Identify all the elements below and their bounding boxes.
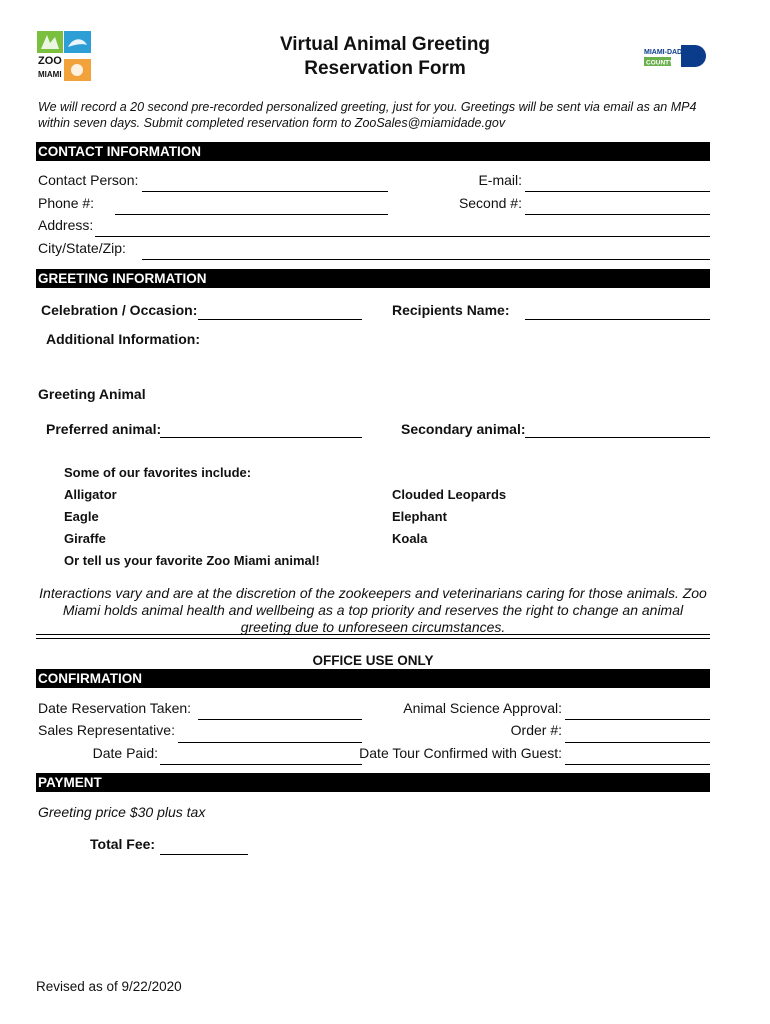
contact-section-header: CONTACT INFORMATION (36, 142, 710, 161)
zoo-logo-word: ZOO (38, 55, 62, 67)
phone-input[interactable] (115, 198, 388, 215)
city-state-zip-label: City/State/Zip: (38, 240, 126, 256)
preferred-animal-label: Preferred animal: (46, 421, 162, 437)
county-logo-sub: COUNTY (646, 59, 674, 67)
address-label: Address: (38, 217, 94, 233)
office-use-label: OFFICE USE ONLY (312, 653, 434, 668)
date-taken-input[interactable] (198, 703, 362, 720)
intro-text: We will record a 20 second pre-recorded personalized greeting, just for you. Greetings will be sent via email as an MP4 within seven days. Submit completed reservation form to ZooSales@miamidade.gov (38, 100, 697, 130)
secondary-animal-input[interactable] (525, 421, 710, 438)
miami-logo-word: MIAMI (38, 70, 62, 79)
sales-rep-input[interactable] (178, 726, 362, 743)
email-label: E-mail: (478, 172, 522, 188)
contact-person-label: Contact Person: (38, 172, 139, 188)
revision-date: Revised as of 9/22/2020 (36, 979, 182, 994)
additional-info-input[interactable] (200, 329, 714, 373)
disclaimer-text: Interactions vary and are at the discretion of the zookeepers and veterinarians caring for those animals. Zoo Miami holds animal health and wellbeing as a top priority and reserves the right to change an animal greeting due to unforeseen circumstances. (39, 585, 707, 635)
favorite-animal: Eagle (64, 509, 99, 524)
occasion-label: Celebration / Occasion: (41, 302, 198, 318)
favorites-intro: Some of our favorites include: (64, 465, 252, 480)
favorite-animal: Alligator (64, 487, 117, 502)
order-number-input[interactable] (565, 726, 710, 743)
city-state-zip-input[interactable] (142, 243, 710, 260)
animal-science-approval-label: Animal Science Approval: (403, 700, 562, 716)
favorite-animal: Elephant (392, 509, 447, 524)
payment-section-header: PAYMENT (36, 773, 710, 792)
tour-confirmed-label: Date Tour Confirmed with Guest: (359, 745, 562, 761)
tour-confirmed-input[interactable] (565, 748, 710, 765)
sales-rep-label: Sales Representative: (38, 722, 175, 738)
greeting-section-header: GREETING INFORMATION (36, 269, 710, 288)
second-phone-label: Second #: (458, 195, 522, 211)
divider-rule (36, 634, 710, 635)
favorites-outro: Or tell us your favorite Zoo Miami animal! (64, 553, 320, 568)
date-taken-label: Date Reservation Taken: (38, 700, 192, 716)
greeting-price-text: Greeting price $30 plus tax (38, 804, 206, 820)
greeting-animal-heading: Greeting Animal (38, 386, 146, 402)
favorite-animal: Clouded Leopards (392, 487, 507, 502)
county-logo-word: MIAMI-DADE (644, 49, 687, 56)
form-title-line2: Reservation Form (304, 58, 466, 79)
contact-person-input[interactable] (142, 175, 388, 192)
preferred-animal-input[interactable] (160, 421, 362, 438)
favorite-animal: Giraffe (64, 531, 106, 546)
divider-rule (36, 638, 710, 639)
secondary-animal-label: Secondary animal: (401, 421, 526, 437)
form-title-line1: Virtual Animal Greeting (279, 34, 491, 55)
total-fee-label: Total Fee: (90, 836, 156, 852)
occasion-input[interactable] (198, 303, 362, 320)
total-fee-input[interactable] (160, 838, 248, 855)
date-paid-input[interactable] (160, 748, 362, 765)
additional-info-label: Additional Information: (46, 331, 200, 347)
favorite-animal: Koala (392, 531, 428, 546)
order-number-label: Order #: (510, 722, 562, 738)
recipients-name-input[interactable] (525, 303, 710, 320)
date-paid-label: Date Paid: (92, 745, 158, 761)
phone-label: Phone #: (38, 195, 95, 211)
recipients-name-label: Recipients Name: (392, 302, 510, 318)
animal-science-approval-input[interactable] (565, 703, 710, 720)
address-input[interactable] (95, 220, 710, 237)
email-input[interactable] (525, 175, 710, 192)
second-phone-input[interactable] (525, 198, 710, 215)
confirmation-section-header: CONFIRMATION (36, 669, 710, 688)
